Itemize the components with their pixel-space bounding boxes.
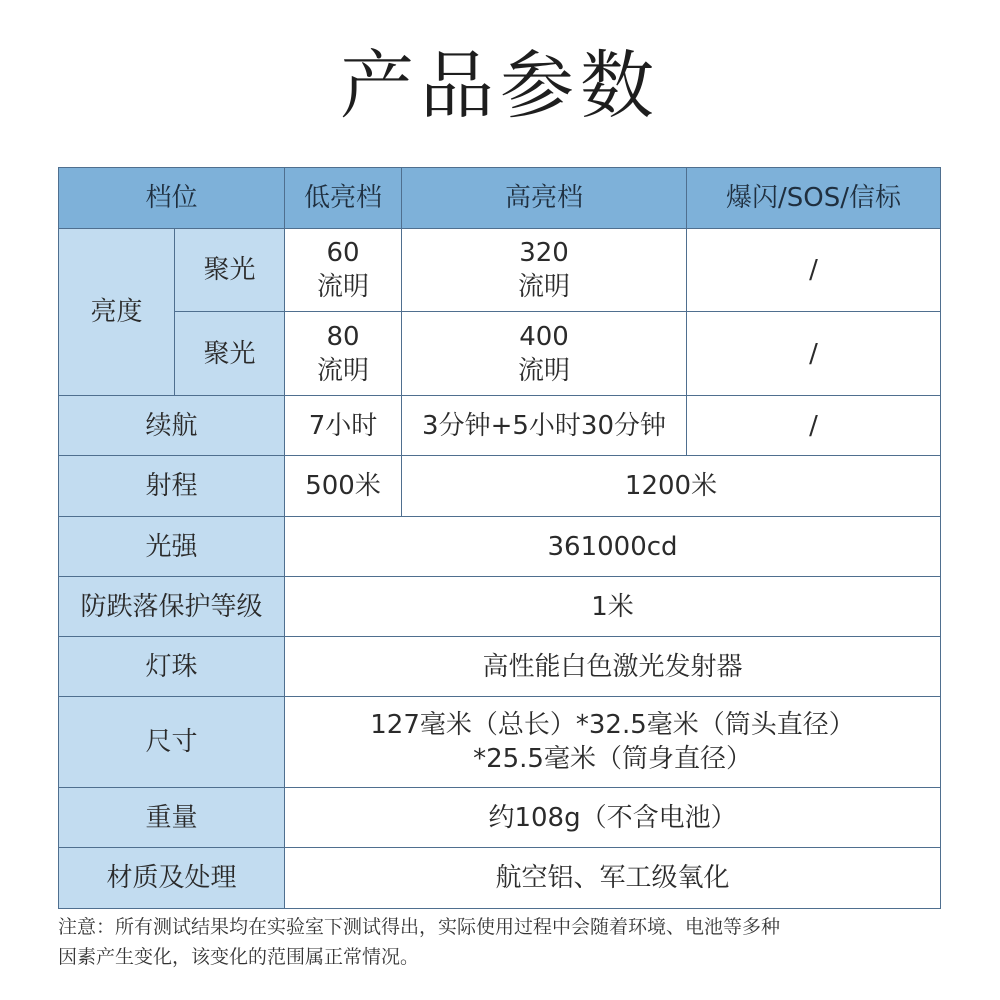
intensity-row	[59, 517, 941, 577]
range-low: 500米	[285, 456, 402, 517]
header-high: 高亮档	[402, 168, 687, 229]
lumen-value: 60	[326, 238, 360, 268]
runtime-flash: /	[687, 396, 941, 456]
weight-row	[59, 788, 941, 848]
header-low: 低亮档	[285, 168, 402, 229]
lumen-value: 80	[326, 321, 360, 352]
header-flash: 爆闪/SOS/信标	[687, 168, 941, 229]
brightness-sub1-label: 聚光	[175, 229, 285, 312]
material-label: 材质及处理	[59, 848, 285, 909]
runtime-row	[59, 396, 941, 456]
brightness-sub2-label: 聚光	[175, 312, 285, 396]
impact-label: 防跌落保护等级	[59, 577, 285, 637]
header-row	[59, 168, 941, 229]
brightness-label: 亮度	[59, 229, 175, 396]
brightness-sub2-high	[402, 312, 687, 396]
page-title: 产品参数	[340, 43, 660, 129]
brightness-row-2	[59, 312, 941, 396]
footnote-line-2: 因素产生变化，该变化的范围属正常情况。	[58, 946, 420, 968]
lumen-unit: 流明	[317, 272, 370, 302]
runtime-low: 7小时	[285, 396, 402, 456]
lumen-value: 400	[519, 321, 569, 352]
material-value: 航空铝、军工级氧化	[285, 848, 941, 909]
led-value: 高性能白色激光发射器	[285, 637, 941, 697]
size-line-2: *25.5毫米（筒身直径）	[473, 744, 752, 774]
runtime-label: 续航	[59, 396, 285, 456]
impact-row	[59, 577, 941, 637]
lumen-unit: 流明	[317, 355, 370, 386]
size-label: 尺寸	[59, 697, 285, 788]
brightness-sub2-flash: /	[687, 312, 941, 396]
runtime-high: 3分钟+5小时30分钟	[402, 396, 687, 456]
size-row	[59, 697, 941, 788]
header-mode: 档位	[59, 168, 285, 229]
lumen-value: 320	[519, 238, 569, 268]
intensity-label: 光强	[59, 517, 285, 577]
impact-value: 1米	[285, 577, 941, 637]
footnote-line-1: 注意：所有测试结果均在实验室下测试得出，实际使用过程中会随着环境、电池等多种	[58, 916, 781, 938]
weight-label: 重量	[59, 788, 285, 848]
range-row	[59, 456, 941, 517]
led-row	[59, 637, 941, 697]
brightness-sub1-low	[285, 229, 402, 312]
footnote	[58, 912, 958, 972]
brightness-sub2-low	[285, 312, 402, 396]
range-high: 1200米	[402, 456, 941, 517]
lumen-unit: 流明	[518, 355, 571, 386]
spec-table	[58, 167, 941, 909]
lumen-unit: 流明	[518, 272, 571, 302]
size-line-1: 127毫米（总长）*32.5毫米（筒头直径）	[370, 710, 855, 740]
brightness-row-1	[59, 229, 941, 312]
material-row	[59, 848, 941, 909]
intensity-value: 361000cd	[285, 517, 941, 577]
led-label: 灯珠	[59, 637, 285, 697]
brightness-sub1-flash: /	[687, 229, 941, 312]
range-label: 射程	[59, 456, 285, 517]
brightness-sub1-high	[402, 229, 687, 312]
weight-value: 约108g（不含电池）	[285, 788, 941, 848]
size-value	[285, 697, 941, 788]
